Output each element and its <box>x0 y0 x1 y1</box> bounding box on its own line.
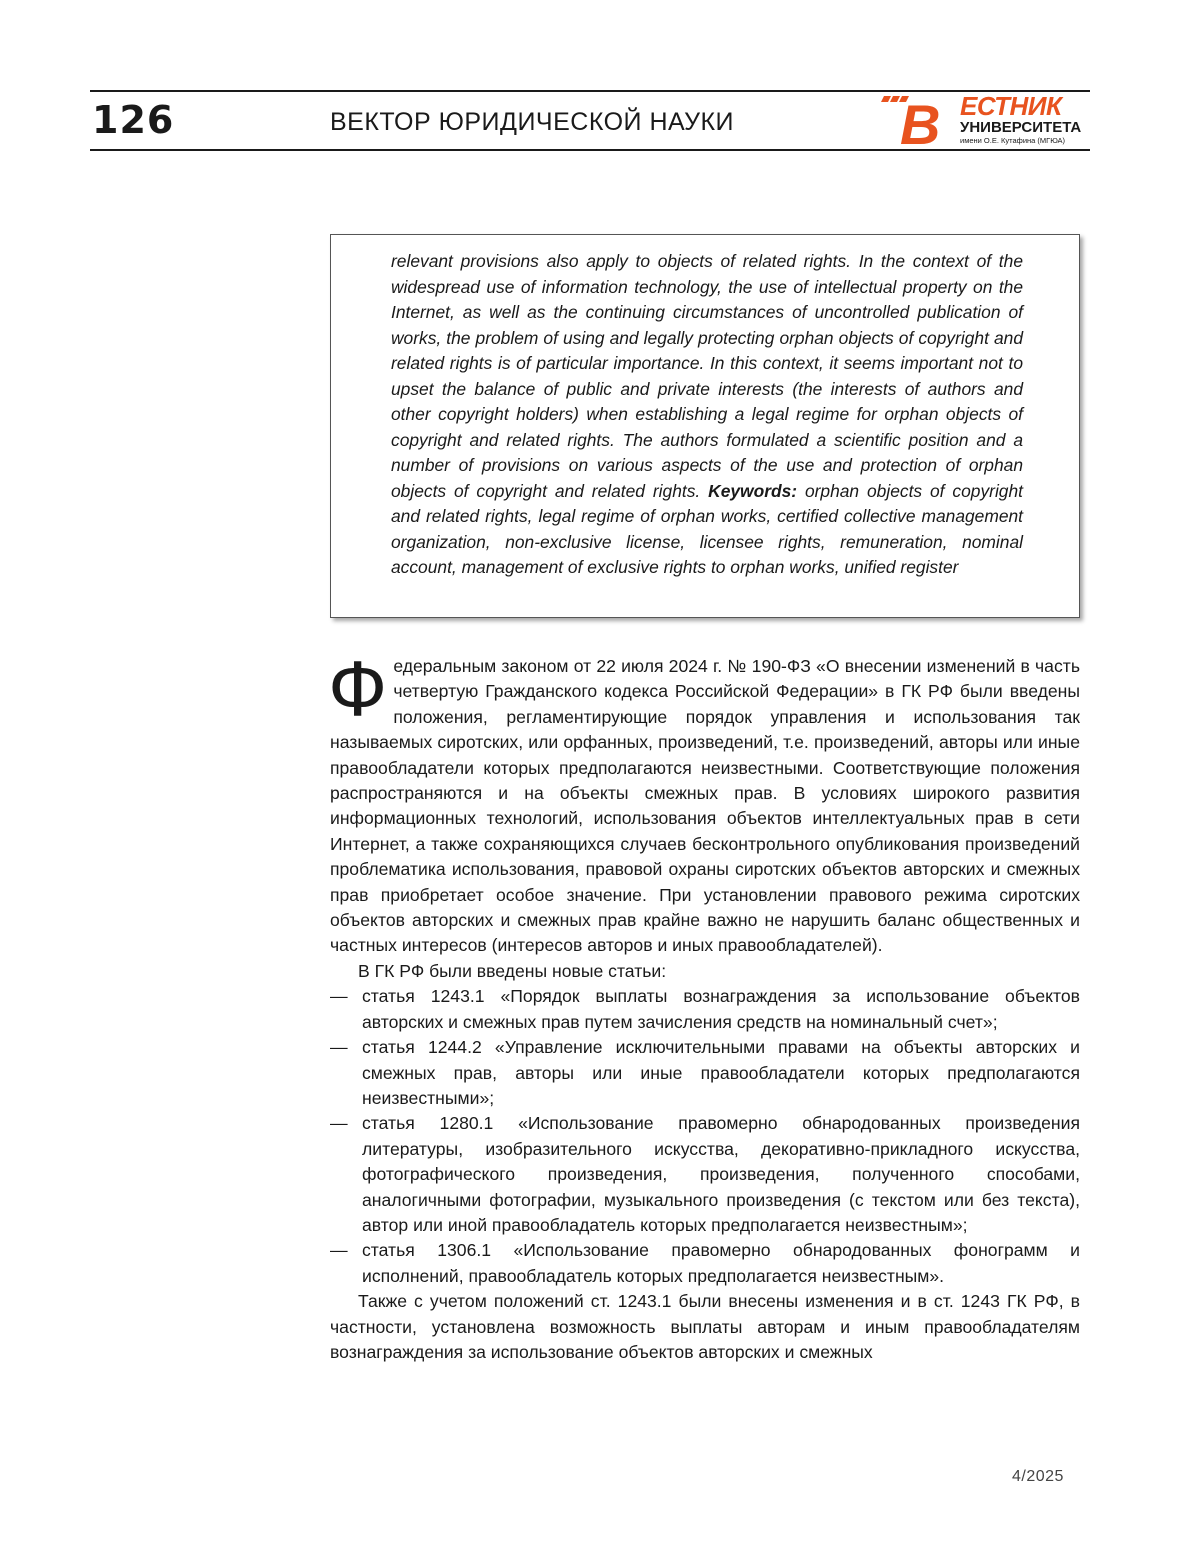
logo-emblem-icon <box>878 94 964 148</box>
list-item <box>330 1238 1080 1289</box>
list-item <box>330 984 1080 1035</box>
logo-letter: В <box>900 94 940 148</box>
page-number: 126 <box>92 98 174 142</box>
list-item-text: статья 1280.1 «Использование правомерно обнародованных произведения литературы, изобразительного искусства, декоративно-прикладного искусства, фотографического произведения, произведения, полученного способами, аналогичными фотографии, музыкального произведения (с текстом или без текста), автор или иной правообладатель которых предполагается неизвестным»; <box>362 1113 1080 1235</box>
list-item-text: статья 1244.2 «Управление исключительными правами на объекты авторских и смежных прав, авторы или иные правообладатели которых предполагаются неизвестными»; <box>362 1037 1080 1108</box>
logo-university-name: имени О.Е. Кутафина (МГЮА) <box>960 136 1065 145</box>
list-item <box>330 1111 1080 1238</box>
header-rule-bottom <box>90 149 1090 151</box>
paragraph-amendments: Также с учетом положений ст. 1243.1 были внесены изменения и в ст. 1243 ГК РФ, в частности, установлена возможность выплаты авторам и иным правообладателям вознаграждения за использование объектов авторских и смежных <box>330 1289 1080 1365</box>
article-body <box>330 654 1080 1365</box>
abstract-text <box>391 249 1023 581</box>
paragraph-intro <box>330 654 1080 959</box>
logo-title: ЕСТНИК <box>960 92 1061 120</box>
logo-subtitle: УНИВЕРСИТЕТА <box>960 120 1081 136</box>
list-dash: — <box>330 1035 348 1060</box>
abstract-box <box>330 234 1080 618</box>
paragraph-intro-text: едеральным законом от 22 июля 2024 г. № 190-ФЗ «О внесении изменений в часть четвертую Гражданского кодекса Российской Федерации» в ГК РФ были введены положения, регламентирующие порядок управления и использования так называемых сиротских, или орфанных, произведений, т.е. произведений, авторы или иные правообладатели которых предполагаются неизвестными. Соответствующие положения распространяются и на объекты смежных прав. В условиях широкого развития информационных технологий, использования объектов интеллектуальных прав в сети Интернет, а также сохраняющихся случаев бесконтрольного опубликования произведений проблематика использования, правовой охраны сиротских объектов авторских и смежных прав приобретает особое значение. При установлении правового режима сиротских объектов авторских и смежных прав крайне важно не нарушить баланс общественных и частных интересов (интересов авторов и иных правообладателей). <box>330 656 1080 955</box>
list-item-text: статья 1306.1 «Использование правомерно обнародованных фонограмм и исполнений, правообладатель которых предполагается неизвестным». <box>362 1240 1080 1285</box>
section-title: ВЕКТОР ЮРИДИЧЕСКОЙ НАУКИ <box>330 108 734 137</box>
list-dash: — <box>330 984 348 1009</box>
list-dash: — <box>330 1238 348 1263</box>
keywords-label: Keywords: <box>708 481 797 501</box>
issue-number: 4/2025 <box>1012 1468 1064 1486</box>
list-item <box>330 1035 1080 1111</box>
drop-cap: Ф <box>328 657 387 721</box>
list-dash: — <box>330 1111 348 1136</box>
keywords-list: orphan objects of copyright and related rights, legal regime of orphan works, certified collective management organization, non-exclusive license, licensee rights, remuneration, nominal account, management of exclusive rights to orphan works, unified register <box>391 481 1023 578</box>
header-rule-top <box>90 90 1090 92</box>
journal-logo <box>878 94 1088 148</box>
paragraph-new-articles: В ГК РФ были введены новые статьи: <box>330 959 1080 984</box>
abstract-body: relevant provisions also apply to objects of related rights. In the context of the widespread use of information technology, the use of intellectual property on the Internet, as well as the continuing circumstances of uncontrolled publication of works, the problem of using and legally protecting orphan objects of copyright and related rights is of particular importance. In this context, it seems important not to upset the balance of public and private interests (the interests of authors and other copyright holders) when establishing a legal regime for orphan objects of copyright and related rights. The authors formulated a scientific position and a number of provisions on various aspects of the use and protection of orphan objects of copyright and related rights. <box>391 251 1023 501</box>
list-item-text: статья 1243.1 «Порядок выплаты вознаграждения за использование объектов авторских и смежных прав путем зачисления средств на номинальный счет»; <box>362 986 1080 1031</box>
